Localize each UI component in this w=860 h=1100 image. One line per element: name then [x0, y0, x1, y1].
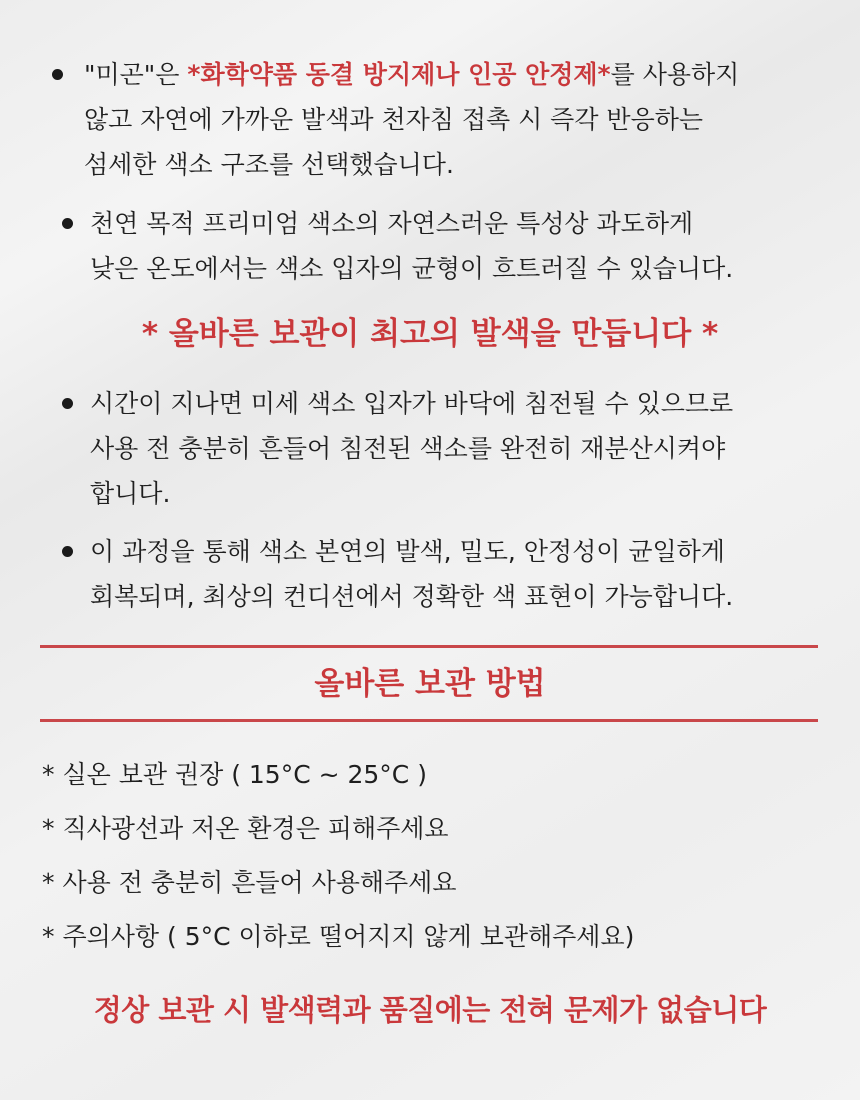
intro-line-2: 않고 자연에 가까운 발색과 천자침 접촉 시 즉각 반응하는	[84, 105, 704, 134]
pigment-nature-line-1: 천연 목적 프리미엄 색소의 자연스러운 특성상 과도하게	[90, 209, 694, 238]
footer-statement: 정상 보관 시 발색력과 품질에는 전혀 문제가 없습니다	[93, 993, 767, 1027]
sediment-line-3: 합니다.	[90, 479, 171, 508]
storage-item-avoid-light: * 직사광선과 저온 환경은 피해주세요	[42, 814, 449, 843]
storage-item-shake: * 사용 전 충분히 흔들어 사용해주세요	[42, 868, 457, 897]
bullet-dot-icon	[52, 69, 63, 80]
pigment-nature-line-2: 낮은 온도에서는 색소 입자의 균형이 흐트러질 수 있습니다.	[90, 254, 734, 283]
intro-line-1-suffix: 를 사용하지	[610, 60, 740, 89]
recovery-line-1: 이 과정을 통해 색소 본연의 발색, 밀도, 안정성이 균일하게	[90, 537, 725, 566]
intro-bullet	[52, 52, 739, 187]
recovery-bullet	[62, 529, 733, 619]
section-divider-bottom	[40, 719, 818, 722]
mid-title: * 올바른 보관이 최고의 발색을 만듭니다 *	[141, 316, 719, 352]
sediment-line-2: 사용 전 충분히 흔들어 침전된 색소를 완전히 재분산시켜야	[90, 434, 726, 463]
storage-item-caution: * 주의사항 ( 5°C 이하로 떨어지지 않게 보관해주세요)	[42, 922, 635, 951]
pigment-nature-bullet	[62, 201, 733, 291]
intro-line-3: 섬세한 색소 구조를 선택했습니다.	[84, 150, 454, 179]
intro-highlight: *화학약품 동결 방지제나 인공 안정제*	[187, 60, 611, 89]
recovery-line-2: 회복되며, 최상의 컨디션에서 정확한 색 표현이 가능합니다.	[90, 582, 734, 611]
storage-title: 올바른 보관 방법	[314, 666, 546, 702]
bullet-dot-icon	[62, 398, 73, 409]
bullet-dot-icon	[62, 546, 73, 557]
storage-item-room-temp: * 실온 보관 권장 ( 15°C ~ 25°C )	[42, 760, 427, 789]
sediment-bullet	[62, 381, 733, 516]
intro-line-1-prefix: "미곤"은	[84, 60, 188, 89]
section-divider-top	[40, 645, 818, 648]
intro-line-1	[52, 52, 739, 97]
sediment-line-1: 시간이 지나면 미세 색소 입자가 바닥에 침전될 수 있으므로	[90, 389, 734, 418]
bullet-dot-icon	[62, 218, 73, 229]
